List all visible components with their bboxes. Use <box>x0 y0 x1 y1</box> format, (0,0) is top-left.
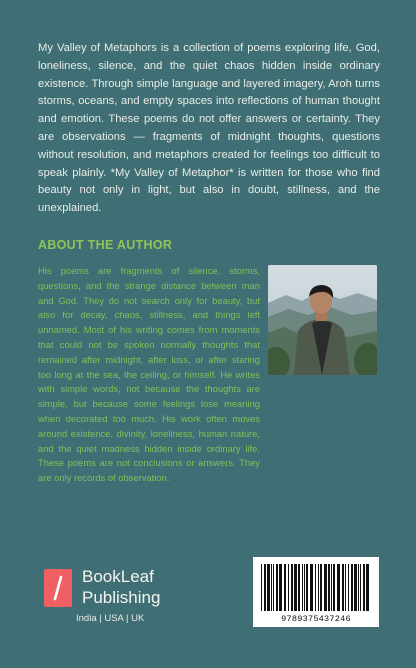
barcode-bar <box>267 564 270 611</box>
barcode-bar <box>360 564 361 611</box>
barcode-bar <box>261 564 262 611</box>
barcode-bar <box>273 564 274 611</box>
barcode-bar <box>298 564 300 611</box>
barcode-bar <box>315 564 316 611</box>
barcode-bar <box>320 564 322 611</box>
barcode-bar <box>331 564 332 611</box>
isbn-barcode <box>253 557 379 627</box>
barcode-bar <box>271 564 272 611</box>
barcode-bar <box>333 564 335 611</box>
barcode-bar <box>302 564 303 611</box>
barcode-bar <box>328 564 330 611</box>
barcode-bar <box>304 564 305 611</box>
barcode-bar <box>366 564 369 611</box>
barcode-bar <box>279 564 282 611</box>
barcode-bar <box>276 564 278 611</box>
barcode-bar <box>348 564 349 611</box>
barcode-bar <box>318 564 319 611</box>
barcode-bar <box>363 564 365 611</box>
publisher-name-line2: Publishing <box>82 588 161 607</box>
publisher-block <box>44 566 194 636</box>
publisher-locations: India | USA | UK <box>76 613 145 624</box>
barcode-bar <box>306 564 308 611</box>
barcode-bar <box>354 564 357 611</box>
barcode-bar <box>358 564 359 611</box>
barcode-bar <box>264 564 266 611</box>
barcode-bar <box>342 564 344 611</box>
barcode-bar <box>351 564 353 611</box>
barcode-bar <box>337 564 340 611</box>
barcode-bar <box>284 564 286 611</box>
author-photo <box>268 265 377 375</box>
barcode-bar <box>291 564 293 611</box>
publisher-name <box>82 566 160 608</box>
barcode-bar <box>294 564 297 611</box>
barcode-bar <box>324 564 327 611</box>
barcode-bar <box>310 564 313 611</box>
book-blurb: My Valley of Metaphors is a collection of poems exploring life, God, loneliness, silence, and the quiet chaos hidden inside ordinary existence. Through simple language and layered imagery, Aroh turns storms, oceans, and empty spaces into reflections of human thought and emotion. These poems do not offer answers or certainty. They are observations — fragments of midnight thoughts, questions without resolution, and metaphors created for feelings too difficult to speak plainly. *My Valley of Metaphor* is written for those who find beauty not only in light, but also in doubt, stillness, and the unexplained. <box>38 42 380 215</box>
barcode-bars <box>253 557 379 613</box>
about-author-heading: ABOUT THE AUTHOR <box>38 238 173 252</box>
author-bio: His poems are fragments of silence, storms, questions, and the strange distance between man and God. They do not search only for beauty, but also for decay, chaos, stillness, and things left unnamed. Most of his writing comes from moments that could not be spoken normally thoughts that remained after midnight, after loss, or after staring too long at the sea, the ceiling, or himself. He writes with simple words, not because the thoughts are simple, but because some feelings lose meaning when decorated too much. His work often moves around existence, divinity, loneliness, human nature, and the quiet madness hidden inside ordinary life. These poems are not conclusions or answers. They are only records of observation. <box>38 265 260 484</box>
publisher-name-line1: BookLeaf <box>82 567 154 586</box>
bookleaf-logo-icon <box>44 569 72 607</box>
isbn-number: 9789375437246 <box>281 614 351 624</box>
barcode-bar <box>288 564 289 611</box>
barcode-bar <box>345 564 346 611</box>
